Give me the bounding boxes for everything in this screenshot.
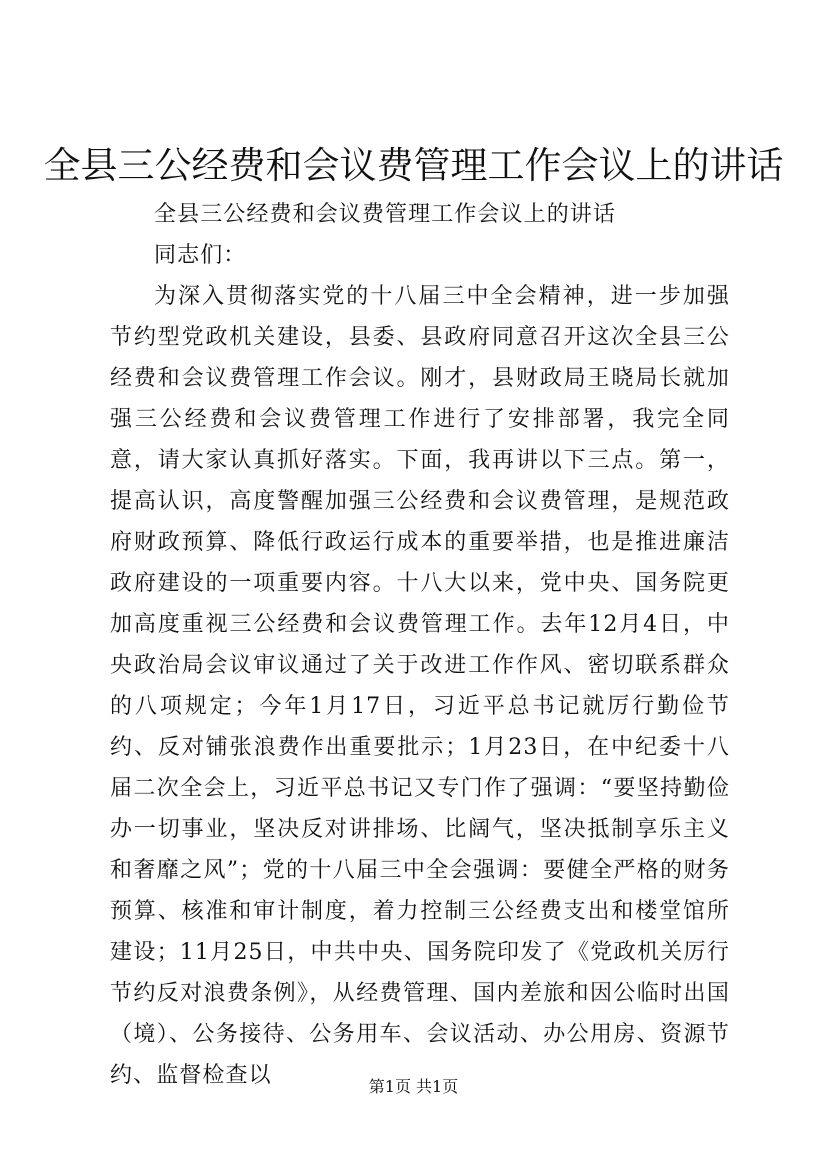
page-footer: 第1页 共1页 xyxy=(368,1077,459,1096)
document-title: 全县三公经费和会议费管理工作会议上的讲话 xyxy=(43,144,784,187)
body-paragraph-salutation: 同志们： xyxy=(154,243,247,268)
document-body xyxy=(110,194,730,1096)
body-paragraph-main: 为深入贯彻落实党的十八届三中全会精神，进一步加强节约型党政机关建设，县委、县政府同意召开这次全县三公经费和会议费管理工作会议。刚才，县财政局王晓局长就加强三公经费和会议费管理工作进行了安排部署，我完全同意，请大家认真抓好落实。下面，我再讲以下三点。第一，提高认识，高度警醒加强三公经费和会议费管理，是规范政府财政预算、降低行政运行成本的重要举措，也是推进廉洁政府建设的一项重要内容。十八大以来，党中央、国务院更加高度重视三公经费和会议费管理工作。去年12月4日，中央政治局会议审议通过了关于改进工作作风、密切联系群众的八项规定；今年1月17日，习近平总书记就厉行勤俭节约、反对铺张浪费作出重要批示；1月23日，在中纪委十八届二次全会上，习近平总书记又专门作了强调：“要坚持勤俭办一切事业，坚决反对讲排场、比阔气，坚决抵制享乐主义和奢靡之风”；党的十八届三中全会强调：要健全严格的财务预算、核准和审计制度，着力控制三公经费支出和楼堂馆所建设；11月25日，中共中央、国务院印发了《党政机关厉行节约反对浪费条例》，从经费管理、国内差旅和因公临时出国（境）、公务接待、公务用车、会议活动、办公用房、资源节约、监督检查以 xyxy=(110,284,730,1088)
body-paragraph-subtitle: 全县三公经费和会议费管理工作会议上的讲话 xyxy=(154,202,617,227)
